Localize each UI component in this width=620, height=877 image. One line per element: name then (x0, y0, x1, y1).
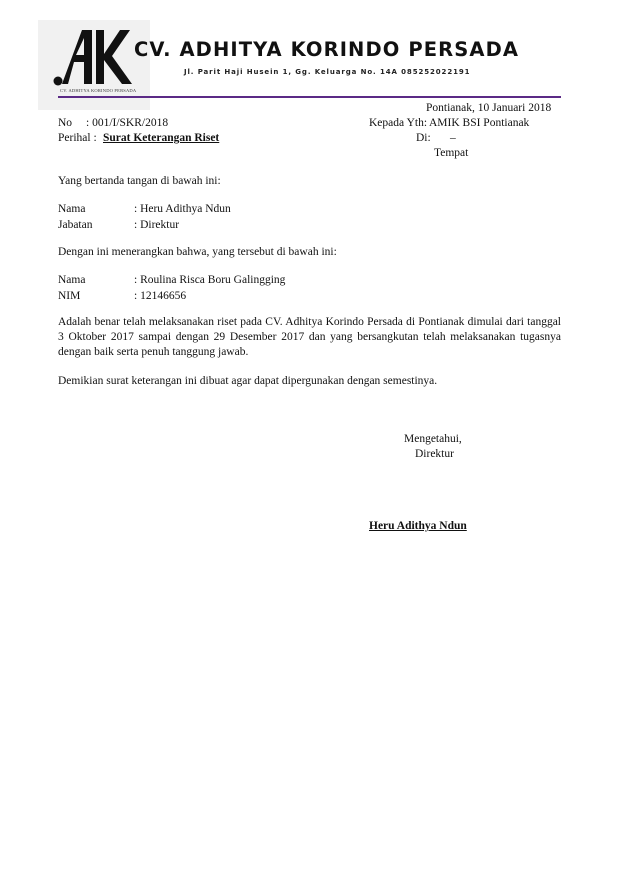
signer-signature-name: Heru Adithya Ndun (369, 520, 467, 532)
acknowledged-label: Mengetahui, (404, 433, 462, 445)
place-date: Pontianak, 10 Januari 2018 (426, 102, 552, 114)
body-paragraph: Adalah benar telah melaksanakan riset pada CV. Adhitya Korindo Persada di Pontianak dimulai dari tanggal 3 Oktober 2017 sampai dengan 29 Desember 2017 dan yang bersangkutan telah melaksanakan tugasnya dengan baik serta penuh tanggung jawab. (58, 316, 561, 358)
signer-position-value: : Direktur (134, 219, 180, 231)
ak-logo-mark (52, 26, 136, 88)
opening-line: Yang bertanda tangan di bawah ini: (58, 175, 221, 187)
subject-value: Surat Keterangan Riset (103, 132, 220, 144)
company-address: Jl. Parit Haji Husein 1, Gg. Keluarga No. 14A 085252022191 (184, 68, 471, 76)
recipient-label: Kepada Yth: (369, 117, 428, 129)
recipient-value: AMIK BSI Pontianak (429, 117, 530, 129)
student-name-value: : Roulina Risca Boru Galingging (134, 274, 286, 286)
signer-position-label: Jabatan (58, 219, 93, 231)
number-value: : 001/I/SKR/2018 (86, 117, 169, 129)
statement-intro: Dengan ini menerangkan bahwa, yang tersebut di bawah ini: (58, 246, 337, 258)
student-id-label: NIM (58, 290, 81, 302)
location-dash: – (450, 132, 456, 144)
signer-title: Direktur (415, 448, 454, 460)
signer-name-value: : Heru Adithya Ndun (134, 203, 231, 215)
header-divider (58, 96, 561, 98)
signer-name-label: Nama (58, 203, 86, 215)
closing-line: Demikian surat keterangan ini dibuat agar dapat dipergunakan dengan semestinya. (58, 375, 438, 387)
location-label: Di: (416, 132, 431, 144)
company-name: CV. ADHITYA KORINDO PERSADA (134, 38, 520, 61)
subject-label: Perihal : (58, 132, 97, 144)
logo-caption: CV. ADHITYA KORINDO PERSADA (60, 88, 137, 93)
student-name-label: Nama (58, 274, 86, 286)
number-label: No (58, 117, 73, 129)
student-id-value: : 12146656 (134, 290, 187, 302)
location-value: Tempat (434, 147, 469, 159)
